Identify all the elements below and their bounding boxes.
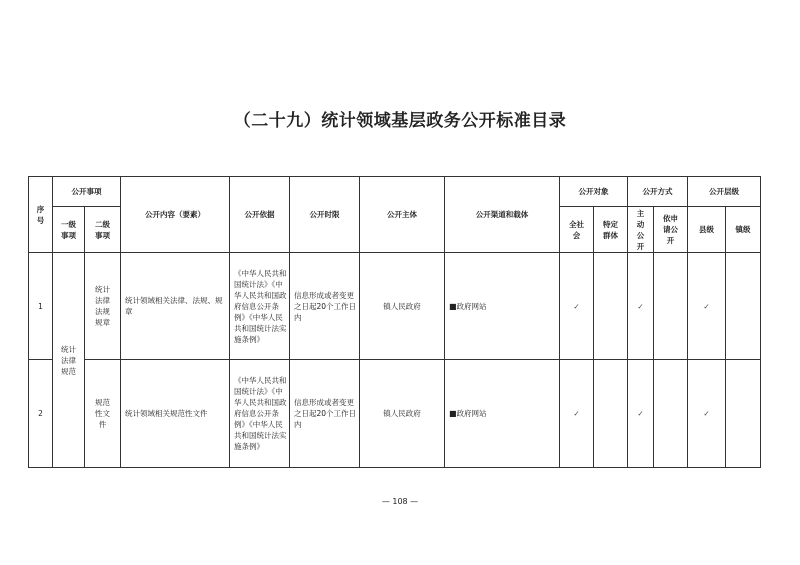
header-item: 公开事项 (53, 177, 121, 207)
row-content: 统计领域相关法律、法规、规章 (121, 253, 230, 360)
square-bullet-icon: ■ (449, 409, 457, 418)
row-channel: ■政府网站 (445, 253, 560, 360)
header-method: 公开方式 (628, 177, 688, 207)
check-request (654, 360, 688, 468)
row-seq: 1 (29, 253, 53, 360)
header-level: 公开层级 (688, 177, 761, 207)
page-title: （二十九）统计领域基层政务公开标准目录 (233, 111, 567, 131)
row-channel: ■政府网站 (445, 360, 560, 468)
check-county: ✓ (688, 253, 726, 360)
header-target-all: 全社会 (560, 207, 594, 253)
header-content: 公开内容（要素） (121, 177, 230, 253)
check-specific (594, 253, 628, 360)
square-bullet-icon: ■ (449, 301, 457, 311)
row-l1: 统计法律规范 (53, 253, 85, 468)
header-method-active: 主动公开 (628, 207, 654, 253)
row-l2: 规范性文件 (85, 360, 121, 468)
page-number: — 108 — (381, 497, 419, 506)
header-method-request: 依申请公开 (654, 207, 688, 253)
check-town (726, 360, 761, 468)
header-target: 公开对象 (560, 177, 628, 207)
header-target-specific: 特定群体 (594, 207, 628, 253)
check-town (726, 253, 761, 360)
check-all: ✓ (560, 360, 594, 468)
header-time: 公开时限 (290, 177, 360, 253)
header-channel: 公开渠道和载体 (445, 177, 560, 253)
table-row (29, 360, 761, 468)
catalog-table (28, 176, 761, 468)
header-basis: 公开依据 (230, 177, 290, 253)
check-request (654, 253, 688, 360)
header-item-l2: 二级事项 (85, 207, 121, 253)
check-county: ✓ (688, 360, 726, 468)
row-seq: 2 (29, 360, 53, 468)
check-active: ✓ (628, 253, 654, 360)
row-subject: 镇人民政府 (360, 360, 445, 468)
header-subject: 公开主体 (360, 177, 445, 253)
check-active: ✓ (628, 360, 654, 468)
header-level-county: 县级 (688, 207, 726, 253)
row-time: 信息形成或者变更之日起20个工作日内 (290, 253, 360, 360)
row-l2: 统计法律法规规章 (85, 253, 121, 360)
header-item-l1: 一级事项 (53, 207, 85, 253)
table-row (29, 253, 761, 360)
row-content: 统计领域相关规范性文件 (121, 360, 230, 468)
row-basis: 《中华人民共和国统计法》《中华人民共和国政府信息公开条例》《中华人民共和国统计法实施条例》 (230, 360, 290, 468)
header-level-town: 镇级 (726, 207, 761, 253)
row-subject: 镇人民政府 (360, 253, 445, 360)
header-seq: 序号 (29, 177, 53, 253)
row-basis: 《中华人民共和国统计法》《中华人民共和国政府信息公开条例》《中华人民共和国统计法实施条例》 (230, 253, 290, 360)
check-specific (594, 360, 628, 468)
row-time: 信息形成或者变更之日起20个工作日内 (290, 360, 360, 468)
check-all: ✓ (560, 253, 594, 360)
